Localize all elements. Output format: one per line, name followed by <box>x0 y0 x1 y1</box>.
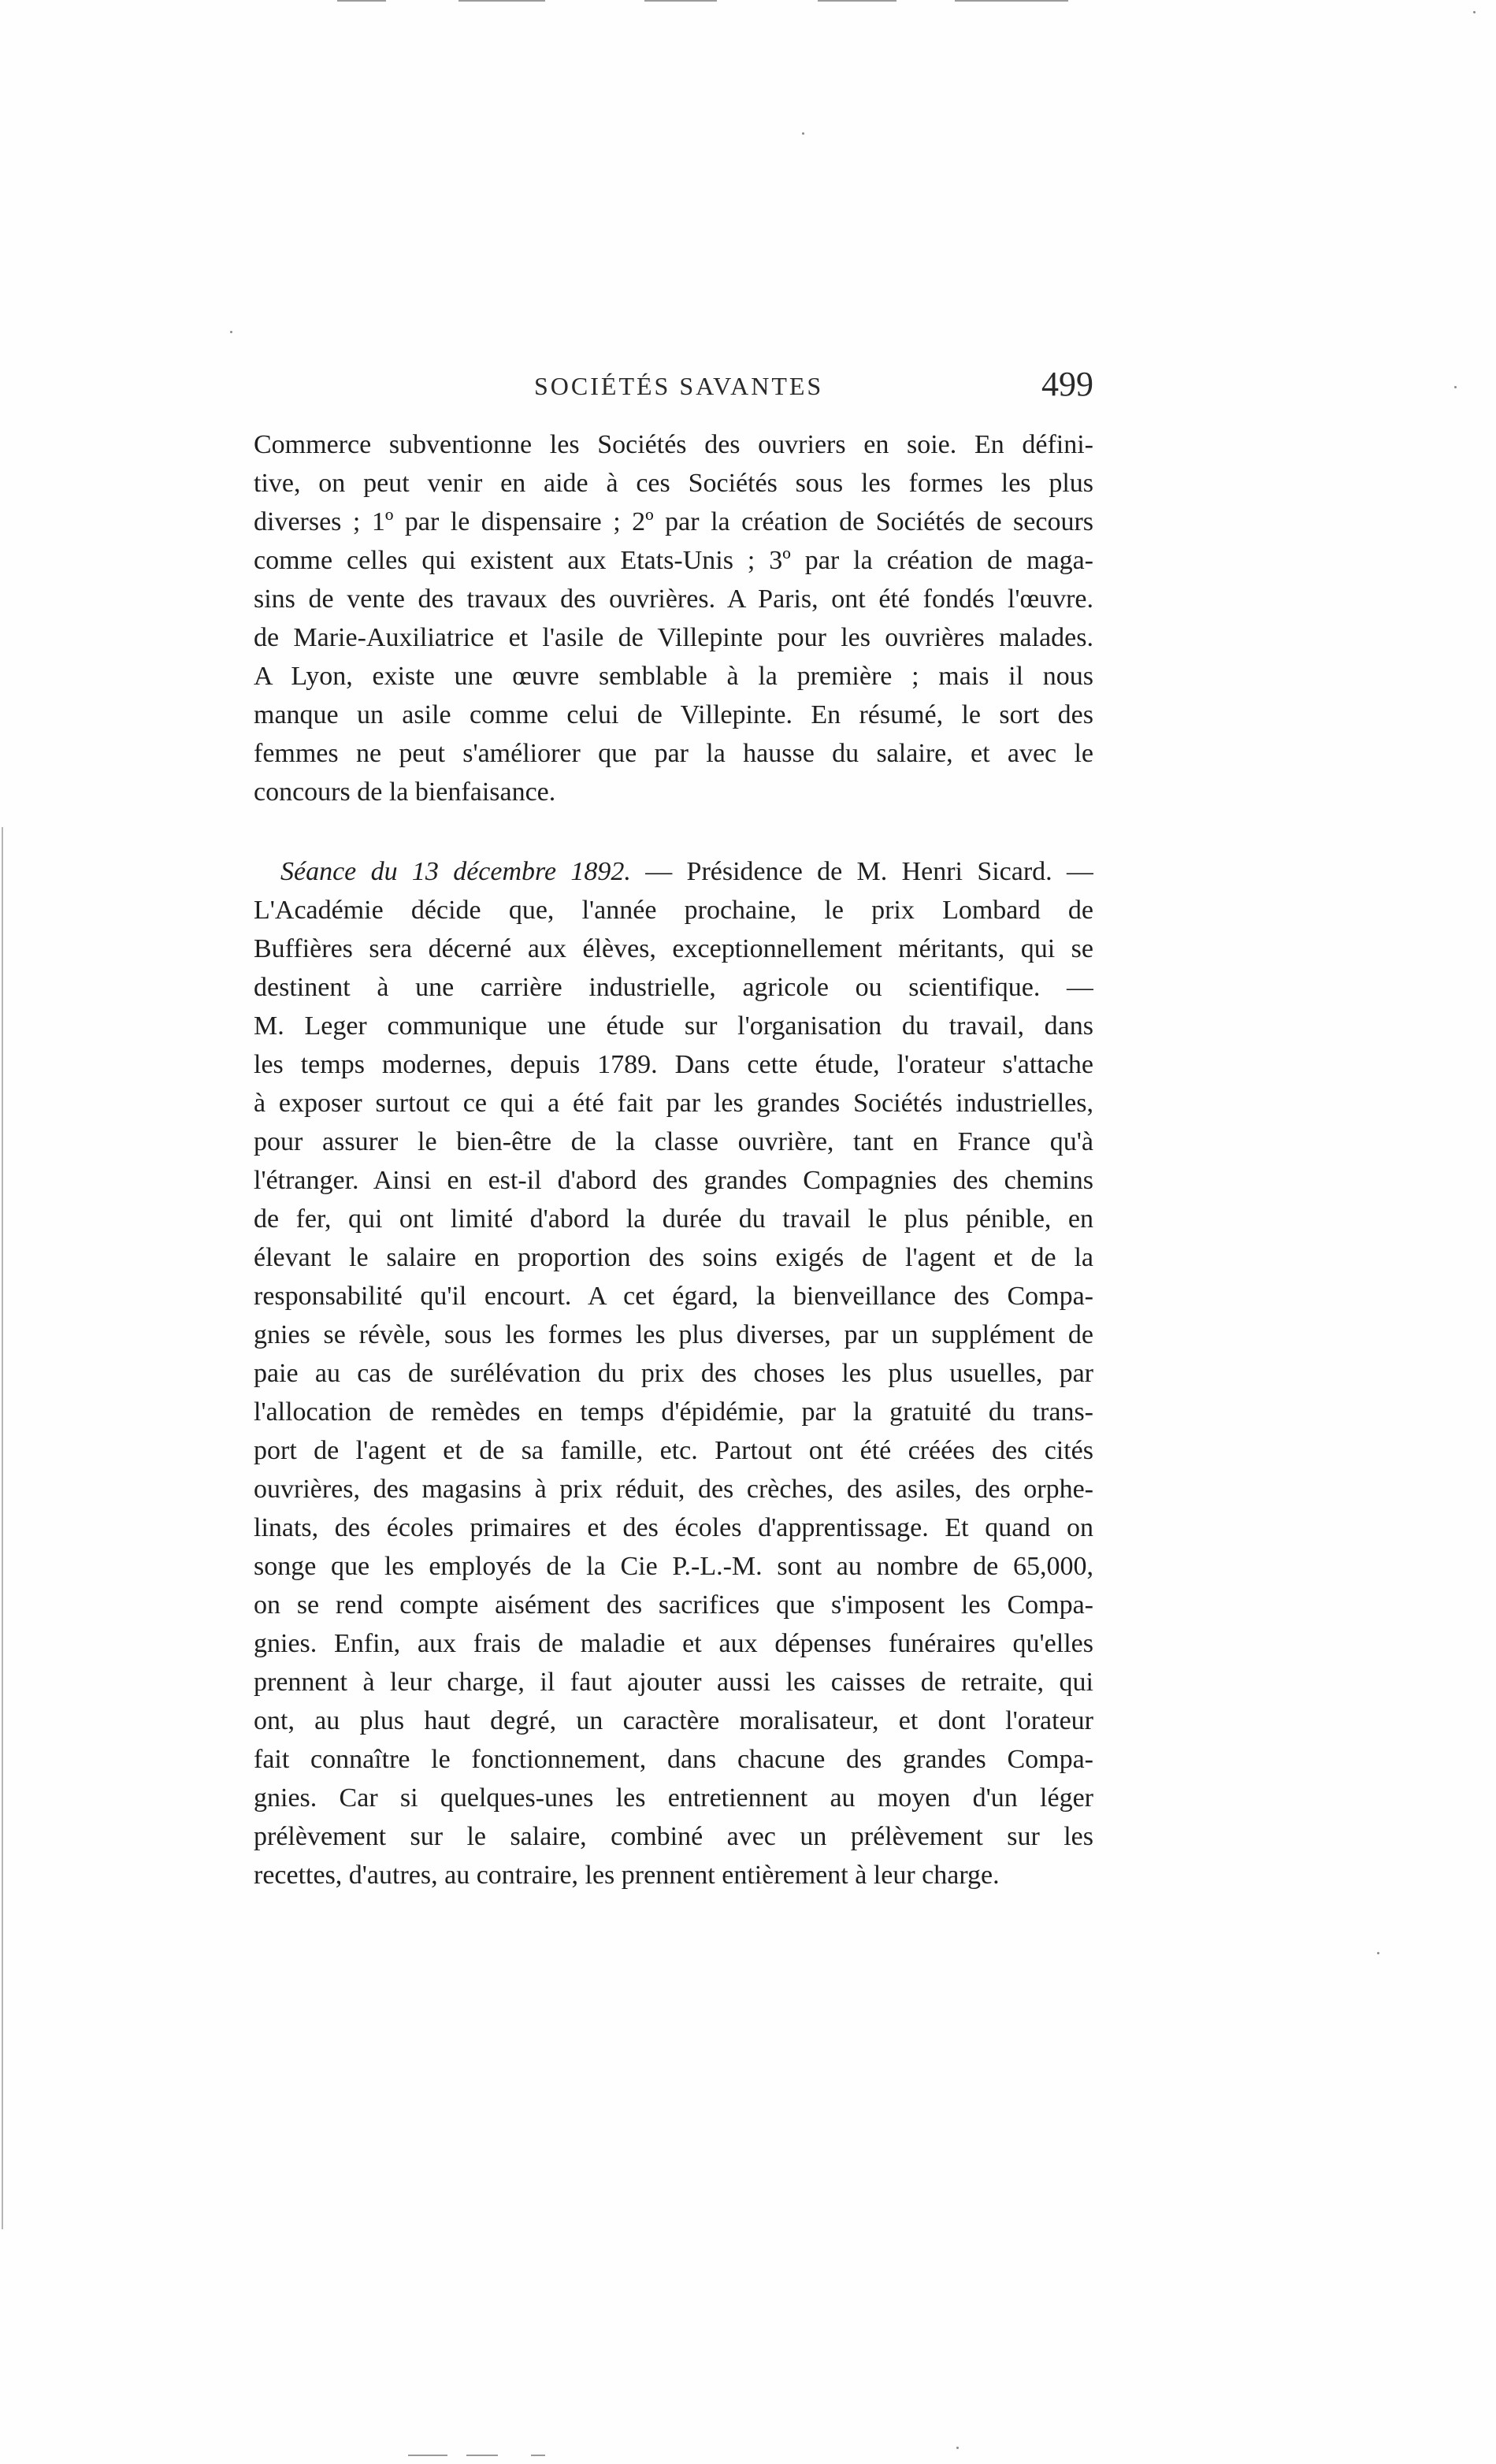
scan-edge-rule <box>955 0 1068 2</box>
text-line: femmes ne peut s'améliorer que par la hausse du salaire, et avec le <box>254 739 1093 768</box>
text-line: les temps modernes, depuis 1789. Dans cette étude, l'orateur s'attache <box>254 1050 1093 1079</box>
session-heading-line <box>254 852 1093 891</box>
text-line: M. Leger communique une étude sur l'organisation du travail, dans <box>254 1011 1093 1041</box>
text-line: de fer, qui ont limité d'abord la durée du travail le plus pénible, en <box>254 1204 1093 1234</box>
text-line: Commerce subventionne les Sociétés des ouvriers en soie. En défini- <box>254 430 1093 459</box>
text-line: élevant le salaire en proportion des soins exigés de l'agent et de la <box>254 1243 1093 1272</box>
text-line: songe que les employés de la Cie P.-L.-M. sont au nombre de 65,000, <box>254 1552 1093 1581</box>
scan-speck <box>230 331 232 333</box>
scan-speck <box>1473 11 1476 13</box>
text-line: port de l'agent et de sa famille, etc. Partout ont été créées des cités <box>254 1436 1093 1465</box>
text-line: à exposer surtout ce qui a été fait par les grandes Sociétés industrielles, <box>254 1089 1093 1118</box>
scan-speck <box>1454 386 1457 388</box>
text-line: prélèvement sur le salaire, combiné avec un prélèvement sur les <box>254 1822 1093 1851</box>
text-line: diverses ; 1º par le dispensaire ; 2º par la création de Sociétés de secours <box>254 507 1093 536</box>
text-line: Buffières sera décerné aux élèves, exceptionnellement méritants, qui se <box>254 934 1093 963</box>
text-line: tive, on peut venir en aide à ces Sociétés sous les formes les plus <box>254 469 1093 498</box>
text-line: ouvrières, des magasins à prix réduit, des crèches, des asiles, des orphe- <box>254 1475 1093 1504</box>
text-line: gnies. Enfin, aux frais de maladie et aux dépenses funéraires qu'elles <box>254 1629 1093 1658</box>
session-date-label: Séance du 13 décembre 1892. <box>280 857 631 886</box>
text-line: gnies se révèle, sous les formes les plus diverses, par un supplément de <box>254 1320 1093 1349</box>
scan-edge-rule <box>818 0 896 2</box>
text-line: sins de vente des travaux des ouvrières. A Paris, ont été fondés l'œuvre. <box>254 584 1093 614</box>
scan-edge-rule <box>531 2455 545 2456</box>
scan-speck <box>802 132 804 135</box>
running-head <box>254 364 1093 411</box>
text-line: manque un asile comme celui de Villepinte. En résumé, le sort des <box>254 700 1093 729</box>
scan-speck <box>1377 1952 1379 1954</box>
text-line: gnies. Car si quelques-unes les entretiennent au moyen d'un léger <box>254 1783 1093 1813</box>
text-line: ont, au plus haut degré, un caractère moralisateur, et dont l'orateur <box>254 1706 1093 1735</box>
scan-edge-rule <box>408 2455 447 2456</box>
text-line: recettes, d'autres, au contraire, les prennent entièrement à leur charge. <box>254 1861 1000 1890</box>
text-line: responsabilité qu'il encourt. A cet égard, la bienveillance des Compa- <box>254 1282 1093 1311</box>
paragraph-1 <box>254 425 1093 811</box>
text-line: A Lyon, existe une œuvre semblable à la première ; mais il nous <box>254 662 1093 691</box>
text-line: l'étranger. Ainsi en est-il d'abord des grandes Compagnies des chemins <box>254 1166 1093 1195</box>
text-line: linats, des écoles primaires et des écoles d'apprentissage. Et quand on <box>254 1513 1093 1542</box>
text-line: pour assurer le bien-être de la classe ouvrière, tant en France qu'à <box>254 1127 1093 1156</box>
paragraph-2 <box>254 852 1093 1894</box>
text-line: concours de la bienfaisance. <box>254 777 556 807</box>
scan-edge-rule <box>466 2455 498 2456</box>
text-line: on se rend compte aisément des sacrifices que s'imposent les Compa- <box>254 1590 1093 1620</box>
text-line: L'Académie décide que, l'année prochaine, le prix Lombard de <box>254 896 1093 925</box>
text-line: comme celles qui existent aux Etats-Unis ; 3º par la création de maga- <box>254 546 1093 575</box>
text-line: l'allocation de remèdes en temps d'épidémie, par la gratuité du trans- <box>254 1397 1093 1427</box>
scan-edge-rule <box>458 0 545 2</box>
text-line: de Marie-Auxiliatrice et l'asile de Villepinte pour les ouvrières malades. <box>254 623 1093 652</box>
text-line: fait connaître le fonctionnement, dans chacune des grandes Compa- <box>254 1745 1093 1774</box>
scan-edge-rule <box>644 0 717 2</box>
scan-edge-rule <box>337 0 386 2</box>
text-line: prennent à leur charge, il faut ajouter aussi les caisses de retraite, qui <box>254 1668 1093 1697</box>
scan-speck <box>956 2447 959 2449</box>
page-number: 499 <box>1041 365 1093 403</box>
running-title: SOCIÉTÉS SAVANTES <box>534 372 824 400</box>
text-line: destinent à une carrière industrielle, agricole ou scientifique. — <box>254 973 1093 1002</box>
session-presidency: — Présidence de M. Henri Sicard. — <box>630 857 1093 886</box>
text-line: paie au cas de surélévation du prix des choses les plus usuelles, par <box>254 1359 1093 1388</box>
scan-margin-line <box>2 827 3 2229</box>
